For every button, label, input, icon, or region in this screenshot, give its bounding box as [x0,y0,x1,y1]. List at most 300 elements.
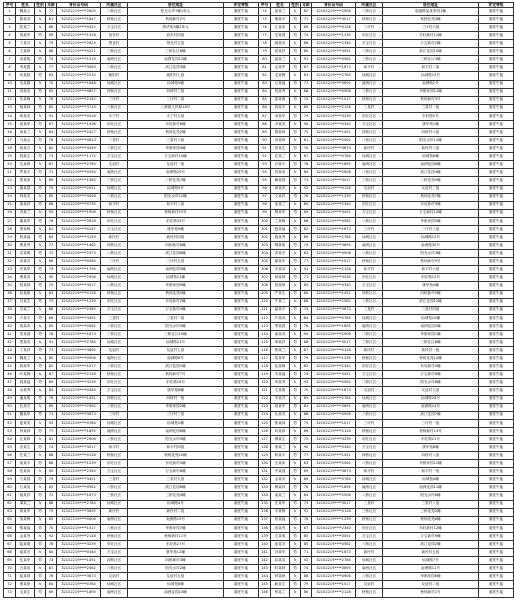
table-row [4,298,514,306]
cell-address: 东旺路12号 [383,274,479,282]
cell-community: 万宝社区 [356,282,383,290]
cell-community: 东旺社区 [356,363,383,371]
cell-level: 重度失能 [479,476,514,484]
cell-gender: 男 [290,64,301,72]
cell-id-number: 32102219****2128 [312,427,356,435]
cell-no: 54 [4,435,16,443]
cell-community: 八桥社区 [101,282,128,290]
cell-gender: 男 [290,209,301,217]
cell-gender: 男 [35,104,46,112]
cell-id-number: 32102219****2906 [312,330,356,338]
cell-community: 仙城社区 [356,314,383,322]
cell-level: 重度失能 [224,508,259,516]
cell-no: 55 [4,444,16,452]
cell-address: 南洲路19号 [128,516,224,524]
cell-community: 八桥社区 [356,298,383,306]
cell-id-number: 32102219****2340 [312,363,356,371]
cell-level: 重度失能 [224,532,259,540]
table-row [4,88,514,96]
cell-no: 50 [4,403,16,411]
cell-gender: 女 [35,435,46,443]
cell-name: 兰某梅 [271,217,290,225]
cell-name: 刘某发 [16,88,35,96]
cell-gender: 男 [35,411,46,419]
cell-community: 四桥社区 [101,88,128,96]
cell-id-number: 32102219****3349 [57,145,101,153]
cell-id-number: 32102219****3895 [312,565,356,573]
cell-no: 7 [4,56,16,64]
cell-id-number: 32102219****1908 [57,209,101,217]
cell-id-number: 32102219****2562 [312,460,356,468]
cell-level: 重度失能 [479,379,514,387]
col-header-name: 姓名 [16,3,35,8]
cell-age: 85 [46,322,57,330]
table-row [4,516,514,524]
cell-level: 重度失能 [224,500,259,508]
cell-id-number: 32102219****3017 [57,282,101,290]
cell-community: 八桥社区 [101,64,128,72]
cell-no: 10 [4,80,16,88]
cell-community: 三桥社区 [101,330,128,338]
cell-id-number: 32102219****0906 [312,88,356,96]
cell-no: 31 [4,250,16,258]
cell-gender: 男 [35,298,46,306]
cell-age: 87 [301,153,312,161]
cell-address: 秋杨新村11号 [128,532,224,540]
cell-gender: 男 [35,250,46,258]
cell-gender: 女 [35,290,46,298]
cell-community: 秋杨社区 [356,427,383,435]
cell-age: 67 [46,120,57,128]
cell-no: 17 [4,137,16,145]
cell-name: 郑某凤 [16,177,35,185]
cell-name: 武某兰 [271,153,290,161]
cell-age: 80 [46,355,57,363]
cell-name: 阎某福 [16,379,35,387]
cell-community: 八桥社区 [101,403,128,411]
cell-gender: 女 [35,452,46,460]
cell-level: 重度失能 [479,48,514,56]
table-row [4,355,514,363]
cell-name: 路某平 [271,452,290,460]
table-row [4,435,514,443]
cell-name: 施某秀 [271,233,290,241]
cell-gender: 男 [35,557,46,565]
cell-address: 三圩村五组 [128,258,224,266]
cell-address: 华都家园12幢 [383,460,479,468]
cell-age: 87 [46,161,57,169]
cell-level: 重度失能 [224,104,259,112]
cell-name: 邓某芳 [16,258,35,266]
cell-level: 重度失能 [224,177,259,185]
cell-age: 79 [301,581,312,589]
cell-no: 65 [4,524,16,532]
cell-address: 新民村四组 [128,233,224,241]
cell-no: 77 [259,32,271,40]
table-row [4,209,514,217]
cell-community: 仙城社区 [101,500,128,508]
cell-name: 陶某明 [271,242,290,250]
cell-age: 77 [301,80,312,88]
cell-level: 重度失能 [479,532,514,540]
table-row [4,419,514,427]
table-row [4,112,514,120]
col-header-id-right: 身份证号码 [312,3,356,8]
cell-level: 重度失能 [224,201,259,209]
cell-level: 重度失能 [479,56,514,64]
cell-level: 重度失能 [224,589,259,598]
cell-name: 沈某珍 [16,161,35,169]
cell-age: 92 [301,557,312,565]
cell-age: 72 [46,492,57,500]
cell-age: 85 [301,395,312,403]
cell-community: 新民村 [356,549,383,557]
cell-address: 东旺新村11幢 [383,32,479,40]
cell-level: 重度失能 [479,177,514,185]
table-row [4,145,514,153]
cell-id-number: 32102219****1451 [312,290,356,298]
cell-name: 熊某福 [16,524,35,532]
cell-id-number: 32102219****3159 [57,233,101,241]
cell-gender: 女 [290,379,301,387]
cell-address: 四桥村三组 [128,88,224,96]
cell-level: 重度失能 [479,371,514,379]
cell-no: 136 [259,508,271,516]
cell-gender: 男 [35,508,46,516]
cell-address: 新民村二组 [128,508,224,516]
cell-id-number: 32102219****2340 [312,40,356,48]
cell-level: 重度失能 [479,419,514,427]
cell-community: 南洲社区 [356,484,383,492]
cell-address: 仙城苑4幢 [383,476,479,484]
cell-id-number: 32102219****1895 [57,427,101,435]
cell-level: 重度失能 [479,225,514,233]
cell-no: 123 [259,403,271,411]
col-header-community-right: 所属社区 [356,3,383,8]
cell-age: 70 [301,145,312,153]
cell-name: 杜某芳 [16,403,35,411]
cell-no: 43 [4,347,16,355]
cell-level: 重度失能 [479,330,514,338]
cell-level: 重度失能 [479,460,514,468]
cell-no: 62 [4,500,16,508]
cell-age: 92 [46,209,57,217]
cell-level: 重度失能 [479,96,514,104]
cell-no: 110 [259,298,271,306]
cell-name: 徐某兰 [16,128,35,136]
cell-id-number: 32102219****1673 [312,225,356,233]
cell-age: 82 [301,225,312,233]
cell-gender: 女 [35,128,46,136]
cell-address: 秋杨新村2号 [128,15,224,23]
cell-gender: 女 [290,282,301,290]
cell-address: 三星村四组 [383,306,479,314]
cell-id-number: 32102219****2784 [57,500,101,508]
cell-gender: 男 [290,516,301,524]
cell-community: 万宝社区 [101,153,128,161]
cell-no: 23 [4,185,16,193]
cell-id-number: 32102219****1451 [57,395,101,403]
cell-id-number: 32102219****1673 [57,492,101,500]
cell-name: 廖某军 [16,508,35,516]
cell-id-number: 32102219****2373 [57,250,101,258]
cell-name: 张某兰 [16,23,35,31]
cell-address: 东旺路33号 [128,217,224,225]
cell-address: 万宝新村4幢 [128,306,224,314]
table-row [4,484,514,492]
cell-level: 重度失能 [479,516,514,524]
cell-community: 三圩村 [101,258,128,266]
cell-level: 重度失能 [224,516,259,524]
cell-community: 南洲社区 [101,516,128,524]
cell-community: 八桥社区 [101,524,128,532]
cell-level: 重度失能 [224,444,259,452]
cell-gender: 女 [290,492,301,500]
cell-age: 89 [46,403,57,411]
table-row [4,314,514,322]
cell-no: 125 [259,419,271,427]
cell-no: 47 [4,379,16,387]
cell-name: 雷某明 [271,96,290,104]
cell-name: 毛某生 [16,589,35,598]
cell-age: 90 [301,330,312,338]
cell-name: 尤某明 [271,387,290,395]
cell-address: 三圩村二组 [128,96,224,104]
cell-age: 82 [46,363,57,371]
cell-level: 重度失能 [479,557,514,565]
cell-age: 74 [301,565,312,573]
cell-level: 重度失能 [479,524,514,532]
cell-no: 83 [259,80,271,88]
cell-community: 东旺社区 [101,540,128,548]
cell-age: 88 [301,411,312,419]
cell-gender: 男 [290,339,301,347]
cell-community: 万宝社区 [101,306,128,314]
cell-id-number: 32102219****3451 [312,532,356,540]
cell-age: 88 [46,306,57,314]
cell-no: 2 [4,15,16,23]
cell-level: 重度失能 [224,347,259,355]
cell-gender: 男 [35,233,46,241]
table-row [4,322,514,330]
cell-no: 19 [4,153,16,161]
cell-id-number: 32102219****3895 [312,242,356,250]
cell-age: 81 [301,403,312,411]
table-row [4,233,514,241]
cell-address: 康华苑9幢 [128,225,224,233]
cell-level: 重度失能 [224,306,259,314]
cell-no: 66 [4,532,16,540]
cell-level: 重度失能 [224,266,259,274]
cell-address: 华都家园9幢 [128,282,224,290]
cell-level: 重度失能 [224,419,259,427]
cell-address: 八桥镇人民路18号 [128,104,224,112]
table-row [4,379,514,387]
cell-level: 重度失能 [224,322,259,330]
cell-age: 83 [46,72,57,80]
cell-age: 73 [301,500,312,508]
cell-gender: 女 [290,120,301,128]
cell-community: 万宝社区 [101,468,128,476]
cell-age: 69 [46,589,57,598]
cell-no: 117 [259,355,271,363]
cell-community: 三桥社区 [356,508,383,516]
cell-community: 八桥社区 [356,88,383,96]
cell-address: 三桥花苑4幢 [128,492,224,500]
cell-name: 曾某林 [16,282,35,290]
cell-level: 重度失能 [479,549,514,557]
table-row [4,40,514,48]
cell-community: 四桥社区 [356,290,383,298]
cell-name: 龙某梅 [271,72,290,80]
cell-community: 三星村 [356,306,383,314]
cell-id-number: 32102219****2562 [312,298,356,306]
cell-id-number: 32102219****1795 [57,266,101,274]
cell-name: 董某军 [16,217,35,225]
cell-id-number: 32102219****2824 [57,40,101,48]
cell-id-number: 32102219****0340 [312,120,356,128]
cell-gender: 女 [35,177,46,185]
cell-no: 74 [259,7,271,15]
cell-id-number: 32102219****1580 [57,177,101,185]
cell-level: 重度失能 [479,80,514,88]
cell-id-number: 32102219****0784 [57,419,101,427]
cell-address: 四桥新村3幢 [128,557,224,565]
cell-gender: 女 [290,589,301,598]
cell-id-number: 32102219****0422 [57,23,101,31]
cell-age: 70 [46,80,57,88]
cell-address: 华都家园4幢 [128,145,224,153]
cell-age: 80 [301,290,312,298]
cell-level: 重度失能 [224,185,259,193]
cell-level: 重度失能 [224,233,259,241]
cell-community: 南洲社区 [101,355,128,363]
cell-level: 重度失能 [224,403,259,411]
cell-address: 阳光水岸6幢 [383,492,479,500]
cell-community: 西朱村 [101,32,128,40]
cell-id-number: 32102219****3673 [57,411,101,419]
cell-no: 140 [259,540,271,548]
cell-id-number: 32102219****0562 [312,379,356,387]
cell-age: 70 [46,282,57,290]
cell-community: 八桥社区 [356,460,383,468]
cell-gender: 女 [290,7,301,15]
cell-gender: 女 [35,532,46,540]
cell-address: 滨江花园6幢 [128,484,224,492]
cell-level: 重度失能 [479,508,514,516]
cell-level: 重度失能 [479,395,514,403]
cell-name: 辛某梅 [271,508,290,516]
cell-id-number: 32102219****3451 [57,314,101,322]
cell-level: 重度失能 [479,161,514,169]
cell-no: 138 [259,524,271,532]
cell-level: 重度失能 [224,209,259,217]
cell-community: 三桥社区 [356,56,383,64]
cell-no: 90 [259,137,271,145]
cell-id-number: 32102219****3239 [57,379,101,387]
cell-age: 80 [301,532,312,540]
cell-name: 舒某珍 [271,573,290,581]
cell-id-number: 32102219****1239 [312,193,356,201]
cell-no: 53 [4,427,16,435]
cell-no: 33 [4,266,16,274]
cell-id-number: 32102219****2906 [57,435,101,443]
cell-community: 友谊村 [101,161,128,169]
cell-address: 华都家园5幢 [383,217,479,225]
cell-level: 重度失能 [479,7,514,15]
cell-age: 86 [301,40,312,48]
cell-gender: 女 [35,112,46,120]
cell-id-number: 32102219****0128 [312,508,356,516]
col-header-age-right: 年龄 [302,2,310,7]
cell-id-number: 32102219****3017 [312,339,356,347]
cell-community: 三圩村 [101,96,128,104]
cell-community: 三星村 [101,137,128,145]
cell-gender: 男 [35,201,46,209]
cell-community: 和平村 [356,468,383,476]
cell-name: 谷某华 [271,549,290,557]
table-row [4,137,514,145]
cell-age: 78 [46,540,57,548]
cell-no: 124 [259,411,271,419]
cell-address: 万宝新村9幢 [383,532,479,540]
cell-community: 秋杨社区 [356,589,383,598]
cell-community: 南洲社区 [356,322,383,330]
table-row [4,250,514,258]
cell-address: 秋杨花苑12幢 [383,355,479,363]
cell-address: 和平村八组 [128,201,224,209]
cell-address: 阳光水岸7幢1单元 [128,7,224,15]
cell-gender: 女 [290,444,301,452]
cell-gender: 男 [35,379,46,387]
cell-age: 88 [46,48,57,56]
cell-address: 秋杨花苑5幢 [128,290,224,298]
cell-community: 八桥社区 [356,169,383,177]
cell-age: 80 [46,549,57,557]
cell-address: 东旺路21号 [383,435,479,443]
cell-community: 八桥社区 [356,573,383,581]
cell-address: 滨江花园10幢 [383,48,479,56]
cell-no: 108 [259,282,271,290]
cell-age: 72 [46,250,57,258]
cell-name: 蒋某凤 [16,322,35,330]
cell-address: 秋杨新村9号 [383,258,479,266]
cell-community: 三星村 [356,500,383,508]
cell-no: 38 [4,306,16,314]
cell-name: 侯某祥 [271,48,290,56]
cell-age: 85 [301,104,312,112]
cell-community: 仙城社区 [101,339,128,347]
cell-no: 56 [4,452,16,460]
cell-id-number: 32102219****1462 [57,242,101,250]
table-row [4,411,514,419]
cell-gender: 男 [290,306,301,314]
cell-address: 三星村一组 [383,104,479,112]
cell-level: 重度失能 [224,573,259,581]
cell-gender: 男 [290,419,301,427]
cell-id-number: 32102219****0735 [57,201,101,209]
cell-age: 91 [46,339,57,347]
cell-community: 东旺社区 [356,32,383,40]
cell-community: 八桥社区 [101,322,128,330]
cell-id-number: 32102219****3239 [312,274,356,282]
cell-level: 重度失能 [479,169,514,177]
cell-age: 93 [46,419,57,427]
cell-gender: 女 [290,56,301,64]
cell-level: 重度失能 [224,314,259,322]
cell-level: 重度失能 [224,48,259,56]
cell-name: 罗某平 [16,169,35,177]
